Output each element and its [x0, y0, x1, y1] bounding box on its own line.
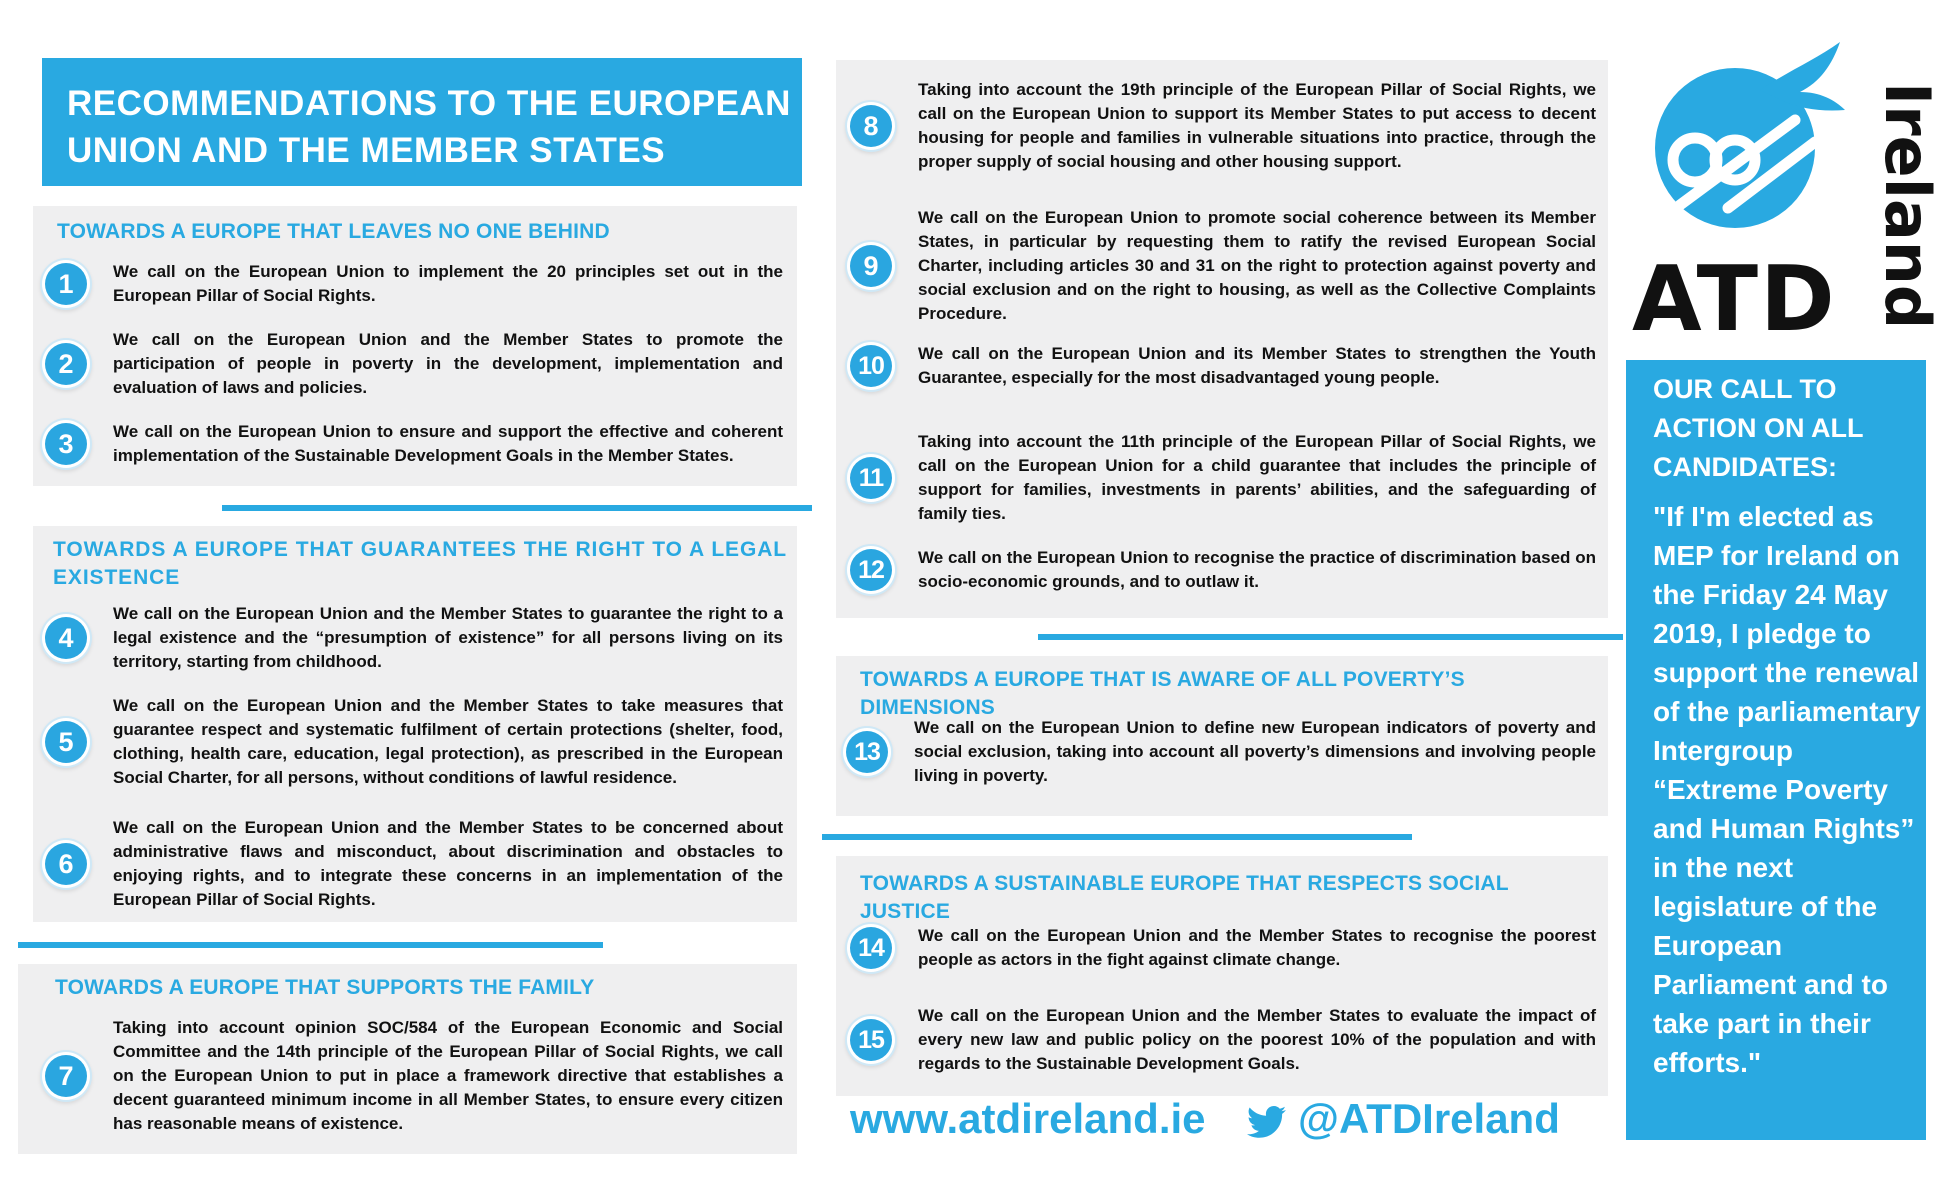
atd-logo-circle-bird-icon: [1640, 30, 1850, 230]
section-supports-family: [18, 964, 797, 1154]
section-poverty-dimensions: [836, 656, 1608, 816]
recommendation-item: [850, 430, 1596, 526]
number-badge: 8: [850, 105, 892, 147]
section-heading: TOWARDS A SUSTAINABLE EUROPE THAT RESPECTS SOCIAL JUSTICE: [860, 872, 1509, 923]
recommendation-item: [850, 1004, 1596, 1076]
recommendation-item: [45, 328, 783, 400]
number-badge: 13: [846, 731, 888, 773]
number-badge: 12: [850, 549, 892, 591]
recommendation-text: We call on the European Union and the Member States to guarantee the right to a legal existence and the “presumption of existence” for all persons living on its territory, starting from childhood.: [113, 604, 783, 671]
recommendation-text: We call on the European Union and the Member States to recognise the poorest people as actors in the fight against climate change.: [918, 926, 1596, 969]
number-badge: 14: [850, 927, 892, 969]
recommendation-item: [846, 716, 1596, 788]
recommendation-text: We call on the European Union and the Member States to take measures that guarantee respect and systematic fulfilment of certain protections (shelter, food, clothing, health care, education, legal protection), as prescribed in the European Social Charter, for all persons, without conditions of lawful residence.: [113, 696, 783, 787]
section-social-justice: [836, 856, 1608, 1096]
recommendation-text: We call on the European Union to recognise the practice of discrimination based on socio-economic grounds, and to outlaw it.: [918, 548, 1596, 591]
recommendation-text: We call on the European Union to ensure and support the effective and coherent implementation of the Sustainable Development Goals in the Member States.: [113, 422, 783, 465]
recommendation-text: We call on the European Union and its Member States to strengthen the Youth Guarantee, especially for the most disadvantaged young people.: [918, 344, 1596, 387]
number-badge: 4: [45, 617, 87, 659]
divider: [1038, 634, 1623, 640]
number-badge: 15: [850, 1019, 892, 1061]
section-heading: TOWARDS A EUROPE THAT SUPPORTS THE FAMILY: [55, 976, 595, 999]
recommendation-item: [850, 546, 1596, 594]
website-link[interactable]: www.atdireland.ie: [850, 1095, 1206, 1142]
recommendation-item: [45, 1016, 783, 1136]
recommendation-text: We call on the European Union and the Member States to evaluate the impact of every new law and public policy on the poorest 10% of the population and with regards to the Sustainable Development Goals.: [918, 1006, 1596, 1073]
twitter-bird-icon: [1247, 1106, 1287, 1140]
recommendation-text: Taking into account opinion SOC/584 of the European Economic and Social Committee and the 14th principle of the European Pillar of Social Rights, we call on the European Union to put in place a framework directive that establishes a decent guaranteed minimum income in all Member States, to ensure every citizen has reasonable means of existence.: [113, 1018, 783, 1133]
recommendation-item: [45, 816, 783, 912]
recommendation-text: Taking into account the 11th principle of the European Pillar of Social Rights, we call on the European Union for a child guarantee that includes the principle of support for families, investments in parents’ abilities, and the safeguarding of family ties.: [918, 432, 1596, 523]
recommendation-text: We call on the European Union and the Member States to promote the participation of people in poverty in the development, implementation and evaluation of laws and policies.: [113, 330, 783, 397]
call-heading: OUR CALL TO ACTION ON ALL CANDIDATES:: [1653, 374, 1863, 482]
number-badge: 7: [45, 1055, 87, 1097]
number-badge: 5: [45, 721, 87, 763]
recommendation-item: [45, 694, 783, 790]
recommendation-text: We call on the European Union to implement the 20 principles set out in the European Pillar of Social Rights.: [113, 262, 783, 305]
recommendation-item: [45, 602, 783, 674]
page-title: RECOMMENDATIONS TO THE EUROPEAN UNION AND THE MEMBER STATES: [42, 58, 802, 186]
number-badge: 2: [45, 343, 87, 385]
divider: [18, 942, 603, 948]
number-badge: 3: [45, 423, 87, 465]
number-badge: 9: [850, 245, 892, 287]
number-badge: 1: [45, 263, 87, 305]
section-heading: TOWARDS A EUROPE THAT IS AWARE OF ALL POVERTY’S DIMENSIONS: [860, 668, 1465, 719]
section-leaves-no-one-behind: [33, 206, 797, 486]
section-heading: TOWARDS A EUROPE THAT GUARANTEES THE RIGHT TO A LEGAL EXISTENCE: [53, 538, 787, 589]
recommendation-item: [850, 342, 1596, 390]
number-badge: 6: [45, 843, 87, 885]
recommendation-item: [850, 924, 1596, 972]
recommendation-item: [45, 260, 783, 308]
recommendation-text: We call on the European Union to define new European indicators of poverty and social exclusion, taking into account all poverty’s dimensions and involving people living in poverty.: [914, 718, 1596, 785]
section-housing-youth-family: [836, 60, 1608, 618]
recommendation-text: Taking into account the 19th principle of the European Pillar of Social Rights, we call on the European Union to support its Member States to put access to decent housing for people and families in vulnerable situations into practice, through the proper supply of social housing and other housing support.: [918, 80, 1596, 171]
call-to-action-box: [1626, 360, 1926, 1140]
divider: [222, 505, 812, 511]
logo-ireland-text: Ireland: [1871, 82, 1944, 330]
logo-atd-text: ATD: [1632, 247, 1837, 352]
section-heading: TOWARDS A EUROPE THAT LEAVES NO ONE BEHIND: [57, 220, 610, 243]
number-badge: 11: [850, 457, 892, 499]
section-legal-existence: [33, 526, 797, 922]
recommendation-item: [45, 420, 783, 468]
divider: [822, 834, 1412, 840]
call-quote: "If I'm elected as MEP for Ireland on the Friday 24 May 2019, I pledge to support the renewal of the parliamentary Intergroup “Extreme Poverty and Human Rights” in the next legislature of the European Parliament and to take part in their efforts.": [1653, 501, 1921, 1078]
recommendation-item: [850, 206, 1596, 326]
twitter-handle-link[interactable]: @ATDIreland: [1298, 1095, 1560, 1142]
recommendation-text: We call on the European Union to promote social coherence between its Member States, in particular by requesting them to ratify the revised European Social Charter, including articles 30 and 31 on the right to protection against poverty and social exclusion and on the right to housing, as well as the Collective Complaints Procedure.: [918, 208, 1596, 323]
recommendation-item: [850, 78, 1596, 174]
number-badge: 10: [850, 345, 892, 387]
recommendation-text: We call on the European Union and the Member States to be concerned about administrative flaws and misconduct, about discrimination and obstacles to enjoying rights, and to integrate these concerns in an implementation of the European Pillar of Social Rights.: [113, 818, 783, 909]
